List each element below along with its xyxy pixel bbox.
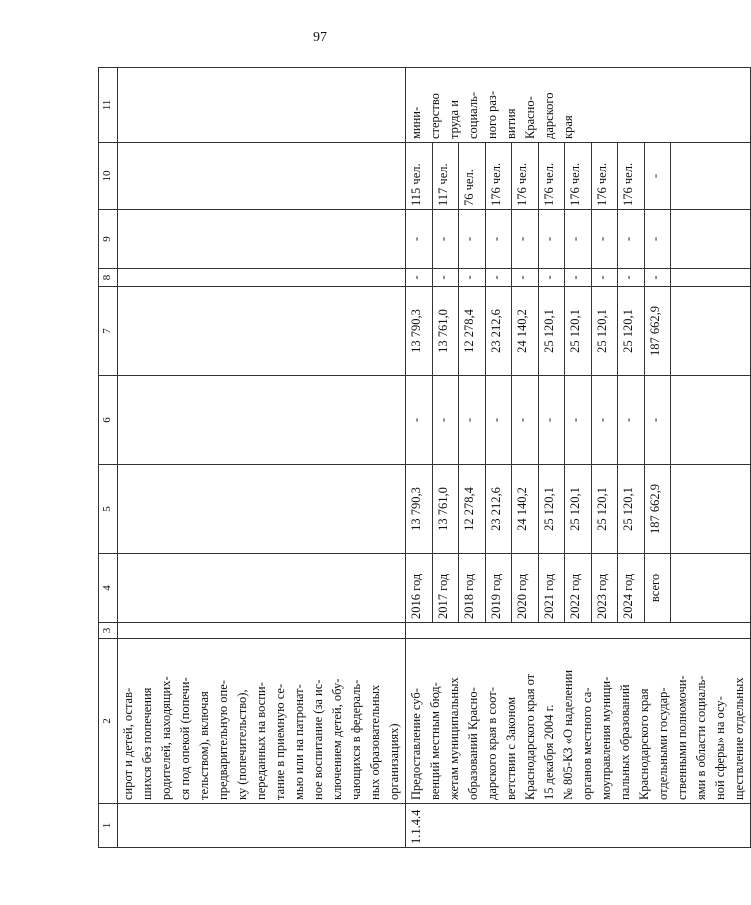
column-header: 10 bbox=[99, 143, 118, 210]
value-cell: - bbox=[618, 376, 645, 465]
value-cell: 24 140,2 bbox=[512, 287, 539, 376]
value-cell: 25 120,1 bbox=[618, 287, 645, 376]
result-cell: 176 чел. bbox=[565, 143, 592, 210]
empty-cell bbox=[118, 68, 406, 143]
result-cell: 115 чел. bbox=[406, 143, 433, 210]
column-header: 5 bbox=[99, 465, 118, 554]
value-cell: - bbox=[538, 210, 565, 269]
item-number: 1.1.4.4 bbox=[406, 804, 751, 848]
value-cell: - bbox=[432, 210, 459, 269]
rotated-table-sheet bbox=[98, 68, 746, 848]
value-cell: - bbox=[459, 269, 486, 287]
value-cell: - bbox=[432, 269, 459, 287]
value-cell: 13 761,0 bbox=[432, 465, 459, 554]
value-cell: - bbox=[432, 376, 459, 465]
column-header: 8 bbox=[99, 269, 118, 287]
value-cell: - bbox=[644, 376, 671, 465]
value-cell: - bbox=[644, 210, 671, 269]
empty-cell bbox=[118, 269, 406, 287]
value-cell: - bbox=[406, 376, 433, 465]
value-cell: - bbox=[512, 269, 539, 287]
result-cell: 176 чел. bbox=[512, 143, 539, 210]
empty-cell bbox=[118, 143, 406, 210]
year-cell: 2017 год bbox=[432, 554, 459, 623]
empty-cell bbox=[118, 376, 406, 465]
year-cell: 2022 год bbox=[565, 554, 592, 623]
value-cell: - bbox=[485, 376, 512, 465]
value-cell: - bbox=[618, 269, 645, 287]
item-first-row bbox=[406, 68, 433, 848]
value-cell: 25 120,1 bbox=[538, 465, 565, 554]
empty-cell bbox=[671, 465, 751, 554]
year-cell: 2018 год bbox=[459, 554, 486, 623]
empty-cell bbox=[671, 269, 751, 287]
value-cell: 23 212,6 bbox=[485, 465, 512, 554]
value-cell: - bbox=[485, 210, 512, 269]
empty-cell bbox=[118, 554, 406, 623]
value-cell: - bbox=[459, 376, 486, 465]
column-header: 3 bbox=[99, 623, 118, 639]
result-cell: 176 чел. bbox=[538, 143, 565, 210]
page-number: 97 bbox=[313, 30, 327, 45]
value-cell: - bbox=[565, 210, 592, 269]
empty-cell bbox=[118, 623, 406, 639]
value-cell: - bbox=[512, 376, 539, 465]
value-cell: - bbox=[565, 376, 592, 465]
value-cell: 13 790,3 bbox=[406, 287, 433, 376]
result-cell: - bbox=[644, 143, 671, 210]
value-cell: - bbox=[512, 210, 539, 269]
value-cell: - bbox=[485, 269, 512, 287]
year-cell: 2023 год bbox=[591, 554, 618, 623]
value-cell: - bbox=[618, 210, 645, 269]
result-cell: 76 чел. bbox=[459, 143, 486, 210]
continuation-row bbox=[118, 68, 406, 848]
year-cell: 2020 год bbox=[512, 554, 539, 623]
empty-cell bbox=[671, 143, 751, 210]
value-cell: - bbox=[406, 210, 433, 269]
empty-cell bbox=[671, 287, 751, 376]
value-cell: 25 120,1 bbox=[591, 287, 618, 376]
value-cell: - bbox=[565, 269, 592, 287]
executor-cell: мини- стерство труда и социаль- ного раз- вития Красно- дарского края bbox=[406, 68, 751, 143]
value-cell: - bbox=[591, 269, 618, 287]
empty-cell bbox=[118, 287, 406, 376]
column-header: 11 bbox=[99, 68, 118, 143]
column-number-row bbox=[99, 68, 118, 848]
result-cell: 176 чел. bbox=[485, 143, 512, 210]
value-cell: 12 278,4 bbox=[459, 465, 486, 554]
value-cell: - bbox=[538, 269, 565, 287]
value-cell: 187 662,9 bbox=[644, 287, 671, 376]
column-header: 4 bbox=[99, 554, 118, 623]
total-label-cell: всего bbox=[644, 554, 671, 623]
year-cell: 2024 год bbox=[618, 554, 645, 623]
program-table bbox=[98, 67, 751, 848]
value-cell: 13 761,0 bbox=[432, 287, 459, 376]
empty-cell bbox=[671, 210, 751, 269]
value-cell: - bbox=[591, 210, 618, 269]
empty-cell bbox=[671, 554, 751, 623]
value-cell: 13 790,3 bbox=[406, 465, 433, 554]
column-header: 1 bbox=[99, 804, 118, 848]
value-cell: 25 120,1 bbox=[538, 287, 565, 376]
continuation-text: сирот и детей, остав- шихся без попечения родителей, находящих- ся под опекой (попечи- тельством), включая предварительную опе- ку (попечительство), переданных на воспи- тание в приемную се- мью или на патронат- ное воспитание (за ис- ключением детей, обу- чающихся в федераль- ных образовательных организациях) bbox=[118, 639, 406, 804]
value-cell: 25 120,1 bbox=[565, 287, 592, 376]
value-cell: - bbox=[591, 376, 618, 465]
result-cell: 176 чел. bbox=[618, 143, 645, 210]
value-cell: 25 120,1 bbox=[565, 465, 592, 554]
value-cell: 25 120,1 bbox=[618, 465, 645, 554]
value-cell: 12 278,4 bbox=[459, 287, 486, 376]
empty-cell bbox=[118, 210, 406, 269]
value-cell: 25 120,1 bbox=[591, 465, 618, 554]
value-cell: 23 212,6 bbox=[485, 287, 512, 376]
value-cell: - bbox=[538, 376, 565, 465]
value-cell: 24 140,2 bbox=[512, 465, 539, 554]
value-cell: - bbox=[459, 210, 486, 269]
year-cell: 2019 год bbox=[485, 554, 512, 623]
column-header: 7 bbox=[99, 287, 118, 376]
empty-cell bbox=[118, 465, 406, 554]
empty-cell bbox=[406, 623, 751, 639]
continuation-number-cell bbox=[118, 804, 406, 848]
value-cell: - bbox=[406, 269, 433, 287]
result-cell: 176 чел. bbox=[591, 143, 618, 210]
year-cell: 2021 год bbox=[538, 554, 565, 623]
item-name: Предоставление суб- венций местным бюд- жетам муниципальных образований Красно- дарского края в соот- ветствии с Законом Краснодарского края от 15 декабря 2004 г. № 805-КЗ «О наделении органов местного са- моуправления муници- пальных образований Краснодарского края отдельными государ- ственными полномочи- ями в области социаль- ной сферы» на осу- ществление отдельных bbox=[406, 639, 751, 804]
column-header: 2 bbox=[99, 639, 118, 804]
column-header: 6 bbox=[99, 376, 118, 465]
empty-cell bbox=[671, 376, 751, 465]
year-cell: 2016 год bbox=[406, 554, 433, 623]
value-cell: - bbox=[644, 269, 671, 287]
result-cell: 117 чел. bbox=[432, 143, 459, 210]
column-header: 9 bbox=[99, 210, 118, 269]
value-cell: 187 662,9 bbox=[644, 465, 671, 554]
